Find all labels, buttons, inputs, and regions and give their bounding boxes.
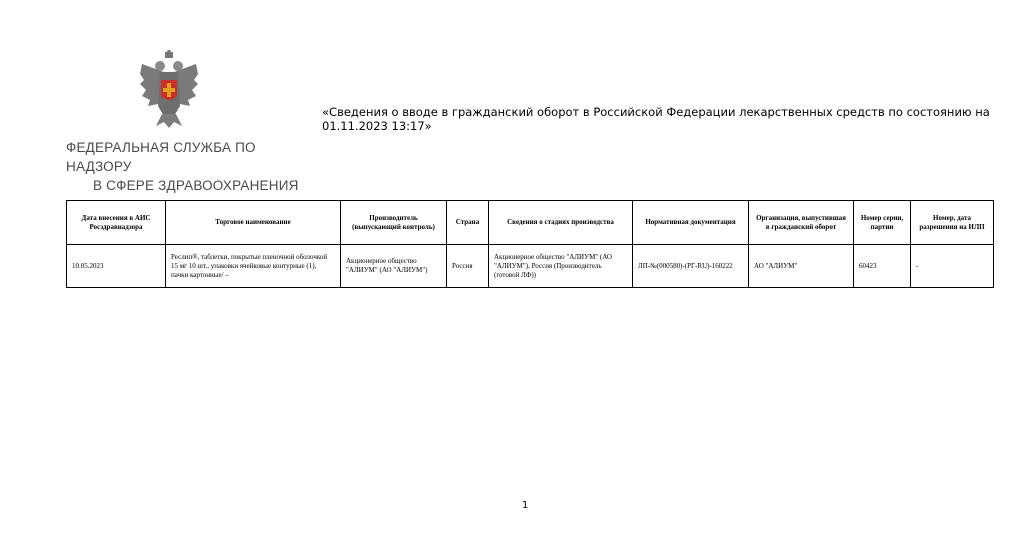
cell-permit: -	[911, 245, 994, 288]
cell-date: 10.05.2023	[67, 245, 166, 288]
column-header-batch: Номер серии, партии	[854, 201, 911, 245]
cell-manufacturer: Акционерное общество "АЛИУМ" (АО "АЛИУМ")	[341, 245, 447, 288]
organization-name	[66, 138, 306, 195]
cell-organization: АО "АЛИУМ"	[749, 245, 854, 288]
column-header-country: Страна	[447, 201, 489, 245]
column-header-normative-doc: Нормативная документация	[633, 201, 749, 245]
organization-name-line1: ФЕДЕРАЛЬНАЯ СЛУЖБА ПО НАДЗОРУ	[66, 140, 256, 174]
page-number: 1	[522, 500, 529, 511]
column-header-stages: Сведения о стадиях производства	[489, 201, 633, 245]
column-header-permit: Номер, дата разрешения на ИЛП	[911, 201, 994, 245]
cell-country: Россия	[447, 245, 489, 288]
document-title: «Сведения о вводе в гражданский оборот в Российской Федерации лекарственных средств по состоянию на 01.11.2023 13:17»	[322, 105, 990, 133]
organization-name-line2: В СФЕРЕ ЗДРАВООХРАНЕНИЯ	[93, 178, 299, 193]
column-header-organization: Организация, выпустившая в гражданский оборот	[749, 201, 854, 245]
table-row	[67, 245, 994, 288]
registry-table	[66, 200, 994, 288]
cell-trade-name: Реслип®, таблетки, покрытые пленочной оболочкой 15 мг 10 шт., упаковки ячейковые контурные (1), пачки картонные/ –	[166, 245, 341, 288]
column-header-manufacturer: Производитель (выпускающий контроль)	[341, 201, 447, 245]
cell-normative-doc: ЛП-№(000580)-(РГ-RU)-160222	[633, 245, 749, 288]
cell-stages: Акционерное общество "АЛИУМ" (АО "АЛИУМ"), Россия (Производитель (готовой ЛФ))	[489, 245, 633, 288]
column-header-trade-name: Торговое наименование	[166, 201, 341, 245]
roszdravnadzor-emblem-icon	[138, 50, 200, 130]
column-header-date: Дата внесения в АИС Росздравнадзора	[67, 201, 166, 245]
table-header-row	[67, 201, 994, 245]
cell-batch: 60423	[854, 245, 911, 288]
